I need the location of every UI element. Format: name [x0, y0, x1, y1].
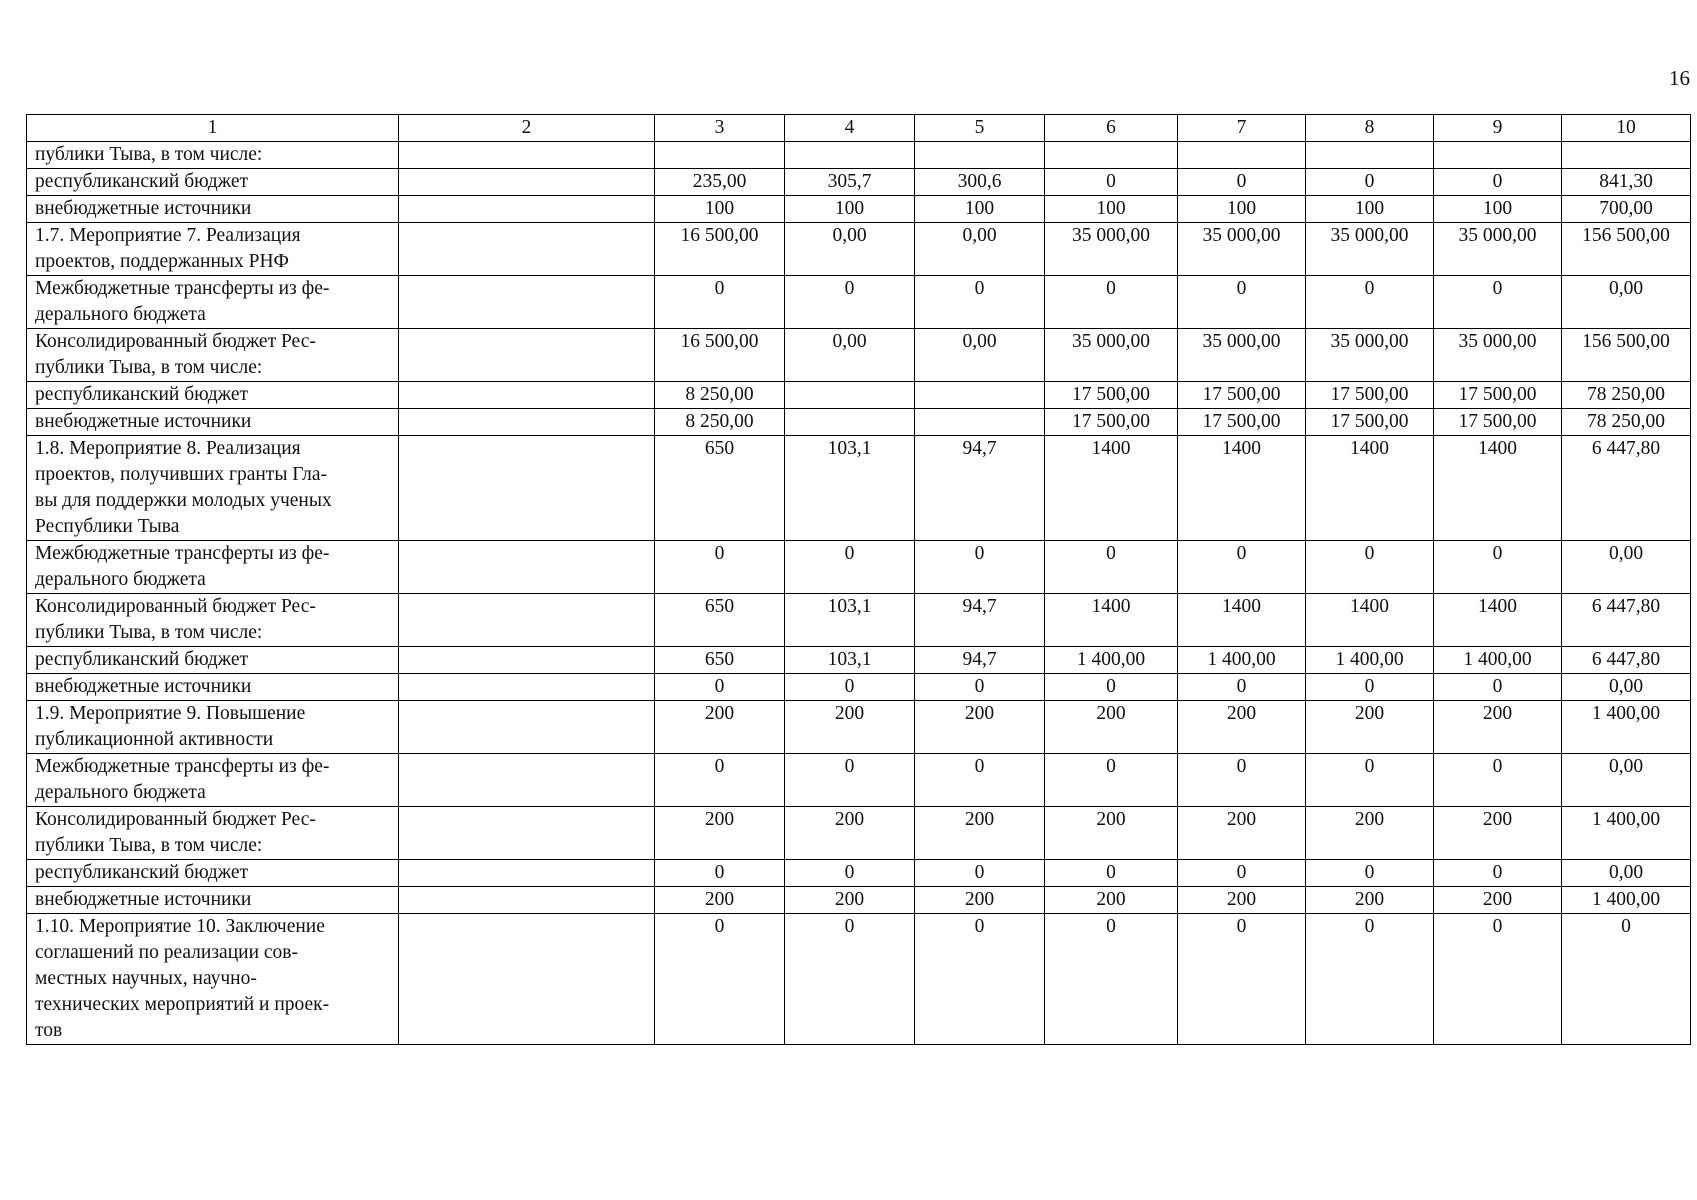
row-executor — [399, 409, 655, 436]
value-cell: 0 — [785, 860, 915, 887]
value-cell: 78 250,00 — [1562, 409, 1691, 436]
value-cell: 200 — [1434, 701, 1562, 754]
row-executor — [399, 142, 655, 169]
value-cell: 0,00 — [1562, 754, 1691, 807]
value-cell: 100 — [1045, 196, 1178, 223]
value-cell: 0 — [1306, 754, 1434, 807]
row-executor — [399, 276, 655, 329]
value-cell: 0 — [785, 276, 915, 329]
value-cell: 100 — [655, 196, 785, 223]
value-cell: 16 500,00 — [655, 329, 785, 382]
value-cell: 0 — [1434, 541, 1562, 594]
value-cell: 0 — [655, 541, 785, 594]
value-cell — [1562, 142, 1691, 169]
row-description: 1.8. Мероприятие 8. Реализация проектов, получивших гранты Гла- вы для поддержки молодых ученых Республики Тыва — [27, 436, 399, 541]
value-cell: 156 500,00 — [1562, 223, 1691, 276]
value-cell: 0 — [1306, 674, 1434, 701]
value-cell: 1 400,00 — [1306, 647, 1434, 674]
value-cell: 17 500,00 — [1178, 382, 1306, 409]
value-cell: 235,00 — [655, 169, 785, 196]
row-executor — [399, 647, 655, 674]
value-cell: 0 — [1306, 276, 1434, 329]
value-cell: 0 — [655, 754, 785, 807]
value-cell: 0 — [1306, 914, 1434, 1045]
value-cell: 0 — [1045, 541, 1178, 594]
header-cell: 9 — [1434, 115, 1562, 142]
table-row — [27, 594, 1691, 647]
table-row — [27, 329, 1691, 382]
value-cell: 700,00 — [1562, 196, 1691, 223]
row-description: Межбюджетные трансферты из фе- дерального бюджета — [27, 754, 399, 807]
row-executor — [399, 754, 655, 807]
value-cell: 0,00 — [915, 223, 1045, 276]
value-cell: 650 — [655, 594, 785, 647]
value-cell: 841,30 — [1562, 169, 1691, 196]
value-cell: 0 — [1178, 541, 1306, 594]
table-row — [27, 860, 1691, 887]
header-cell: 7 — [1178, 115, 1306, 142]
value-cell — [655, 142, 785, 169]
value-cell: 103,1 — [785, 647, 915, 674]
value-cell: 200 — [1045, 807, 1178, 860]
value-cell: 100 — [1306, 196, 1434, 223]
value-cell: 35 000,00 — [1178, 329, 1306, 382]
value-cell: 0 — [1045, 276, 1178, 329]
value-cell: 0 — [1178, 169, 1306, 196]
row-executor — [399, 701, 655, 754]
value-cell: 650 — [655, 436, 785, 541]
value-cell: 100 — [915, 196, 1045, 223]
value-cell: 0 — [655, 860, 785, 887]
value-cell: 0 — [915, 860, 1045, 887]
value-cell: 200 — [655, 887, 785, 914]
row-description: Консолидированный бюджет Рес- публики Тыва, в том числе: — [27, 807, 399, 860]
table-row — [27, 914, 1691, 1045]
value-cell: 16 500,00 — [655, 223, 785, 276]
value-cell: 17 500,00 — [1434, 382, 1562, 409]
value-cell: 200 — [785, 701, 915, 754]
row-executor — [399, 169, 655, 196]
value-cell: 0 — [915, 754, 1045, 807]
value-cell: 0,00 — [1562, 674, 1691, 701]
row-executor — [399, 807, 655, 860]
value-cell: 200 — [915, 701, 1045, 754]
value-cell: 0 — [655, 914, 785, 1045]
value-cell: 650 — [655, 647, 785, 674]
value-cell: 35 000,00 — [1306, 223, 1434, 276]
value-cell: 200 — [1306, 807, 1434, 860]
row-description: 1.10. Мероприятие 10. Заключение соглашений по реализации сов- местных научных, научно- технических мероприятий и проек- тов — [27, 914, 399, 1045]
value-cell: 1400 — [1434, 594, 1562, 647]
value-cell — [1045, 142, 1178, 169]
value-cell: 200 — [1306, 887, 1434, 914]
value-cell: 8 250,00 — [655, 382, 785, 409]
value-cell — [785, 142, 915, 169]
table-row — [27, 887, 1691, 914]
header-cell: 8 — [1306, 115, 1434, 142]
value-cell: 156 500,00 — [1562, 329, 1691, 382]
value-cell: 1400 — [1045, 594, 1178, 647]
table-row — [27, 169, 1691, 196]
value-cell: 1 400,00 — [1178, 647, 1306, 674]
page-number: 16 — [1669, 66, 1690, 90]
value-cell: 100 — [1434, 196, 1562, 223]
value-cell: 0 — [655, 276, 785, 329]
value-cell: 0 — [1306, 860, 1434, 887]
value-cell: 0 — [1045, 674, 1178, 701]
value-cell — [915, 409, 1045, 436]
value-cell: 0 — [1178, 754, 1306, 807]
value-cell: 103,1 — [785, 436, 915, 541]
row-description: республиканский бюджет — [27, 169, 399, 196]
value-cell: 1400 — [1306, 594, 1434, 647]
value-cell: 100 — [1178, 196, 1306, 223]
value-cell: 0 — [1306, 541, 1434, 594]
value-cell: 0 — [1562, 914, 1691, 1045]
value-cell: 6 447,80 — [1562, 647, 1691, 674]
value-cell: 0,00 — [785, 329, 915, 382]
value-cell: 0 — [1306, 169, 1434, 196]
value-cell: 103,1 — [785, 594, 915, 647]
value-cell: 200 — [915, 887, 1045, 914]
header-row — [27, 115, 1691, 142]
value-cell: 0 — [1045, 169, 1178, 196]
row-executor — [399, 594, 655, 647]
value-cell: 35 000,00 — [1434, 329, 1562, 382]
value-cell: 0 — [1178, 914, 1306, 1045]
row-executor — [399, 223, 655, 276]
value-cell: 0 — [1434, 276, 1562, 329]
row-description: публики Тыва, в том числе: — [27, 142, 399, 169]
value-cell: 17 500,00 — [1178, 409, 1306, 436]
value-cell: 0 — [1434, 914, 1562, 1045]
value-cell: 100 — [785, 196, 915, 223]
value-cell: 200 — [1178, 807, 1306, 860]
value-cell — [915, 382, 1045, 409]
value-cell: 0 — [785, 754, 915, 807]
value-cell: 35 000,00 — [1306, 329, 1434, 382]
value-cell: 94,7 — [915, 436, 1045, 541]
value-cell: 200 — [1434, 887, 1562, 914]
table-row — [27, 754, 1691, 807]
value-cell: 1 400,00 — [1434, 647, 1562, 674]
header-cell: 3 — [655, 115, 785, 142]
header-cell: 4 — [785, 115, 915, 142]
table-row — [27, 142, 1691, 169]
row-description: внебюджетные источники — [27, 674, 399, 701]
value-cell: 200 — [655, 807, 785, 860]
value-cell: 35 000,00 — [1045, 329, 1178, 382]
table-row — [27, 276, 1691, 329]
table-row — [27, 541, 1691, 594]
row-description: внебюджетные источники — [27, 887, 399, 914]
value-cell: 17 500,00 — [1306, 382, 1434, 409]
value-cell: 200 — [1178, 701, 1306, 754]
row-executor — [399, 887, 655, 914]
value-cell: 200 — [1178, 887, 1306, 914]
value-cell: 0 — [1434, 754, 1562, 807]
value-cell: 300,6 — [915, 169, 1045, 196]
table-row — [27, 674, 1691, 701]
value-cell: 0,00 — [785, 223, 915, 276]
value-cell: 200 — [785, 807, 915, 860]
row-description: республиканский бюджет — [27, 860, 399, 887]
value-cell: 94,7 — [915, 647, 1045, 674]
value-cell: 200 — [1045, 701, 1178, 754]
value-cell: 0 — [1045, 914, 1178, 1045]
value-cell: 35 000,00 — [1178, 223, 1306, 276]
value-cell: 0,00 — [1562, 276, 1691, 329]
value-cell: 200 — [1306, 701, 1434, 754]
value-cell: 0 — [1434, 674, 1562, 701]
row-description: республиканский бюджет — [27, 647, 399, 674]
value-cell: 200 — [1045, 887, 1178, 914]
row-description: 1.9. Мероприятие 9. Повышение публикационной активности — [27, 701, 399, 754]
value-cell: 0 — [655, 674, 785, 701]
value-cell: 0 — [1045, 860, 1178, 887]
row-executor — [399, 541, 655, 594]
table-row — [27, 382, 1691, 409]
row-executor — [399, 329, 655, 382]
row-description: внебюджетные источники — [27, 409, 399, 436]
value-cell: 6 447,80 — [1562, 594, 1691, 647]
row-executor — [399, 674, 655, 701]
value-cell: 200 — [915, 807, 1045, 860]
value-cell — [1178, 142, 1306, 169]
value-cell: 0 — [1178, 276, 1306, 329]
value-cell: 0 — [1178, 860, 1306, 887]
value-cell: 200 — [655, 701, 785, 754]
value-cell: 0 — [1178, 674, 1306, 701]
value-cell: 0 — [1434, 169, 1562, 196]
table-row — [27, 436, 1691, 541]
row-executor — [399, 860, 655, 887]
value-cell: 8 250,00 — [655, 409, 785, 436]
row-description: республиканский бюджет — [27, 382, 399, 409]
row-executor — [399, 914, 655, 1045]
row-description: Межбюджетные трансферты из фе- дерального бюджета — [27, 276, 399, 329]
value-cell — [785, 382, 915, 409]
table-row — [27, 223, 1691, 276]
value-cell: 17 500,00 — [1045, 382, 1178, 409]
table-row — [27, 409, 1691, 436]
table-row — [27, 196, 1691, 223]
value-cell: 94,7 — [915, 594, 1045, 647]
row-description: 1.7. Мероприятие 7. Реализация проектов, поддержанных РНФ — [27, 223, 399, 276]
value-cell: 0,00 — [1562, 541, 1691, 594]
value-cell: 0,00 — [915, 329, 1045, 382]
value-cell: 17 500,00 — [1434, 409, 1562, 436]
header-cell: 5 — [915, 115, 1045, 142]
value-cell: 1400 — [1434, 436, 1562, 541]
value-cell: 0 — [1045, 754, 1178, 807]
row-executor — [399, 436, 655, 541]
value-cell: 0 — [915, 541, 1045, 594]
row-description: Консолидированный бюджет Рес- публики Тыва, в том числе: — [27, 329, 399, 382]
value-cell: 1 400,00 — [1562, 701, 1691, 754]
value-cell: 0 — [915, 276, 1045, 329]
row-description: Консолидированный бюджет Рес- публики Тыва, в том числе: — [27, 594, 399, 647]
header-cell: 10 — [1562, 115, 1691, 142]
value-cell: 1400 — [1178, 436, 1306, 541]
value-cell: 0 — [915, 674, 1045, 701]
value-cell: 17 500,00 — [1045, 409, 1178, 436]
value-cell — [785, 409, 915, 436]
row-executor — [399, 196, 655, 223]
header-cell: 1 — [27, 115, 399, 142]
row-description: внебюджетные источники — [27, 196, 399, 223]
value-cell: 1400 — [1178, 594, 1306, 647]
value-cell: 0 — [785, 541, 915, 594]
value-cell: 17 500,00 — [1306, 409, 1434, 436]
value-cell — [1306, 142, 1434, 169]
row-executor — [399, 382, 655, 409]
table-row — [27, 807, 1691, 860]
value-cell: 0 — [785, 914, 915, 1045]
value-cell: 0,00 — [1562, 860, 1691, 887]
value-cell: 1400 — [1306, 436, 1434, 541]
value-cell — [915, 142, 1045, 169]
row-description: Межбюджетные трансферты из фе- дерального бюджета — [27, 541, 399, 594]
table-row — [27, 647, 1691, 674]
value-cell: 1 400,00 — [1045, 647, 1178, 674]
header-cell: 6 — [1045, 115, 1178, 142]
header-cell: 2 — [399, 115, 655, 142]
table-row — [27, 701, 1691, 754]
value-cell: 0 — [1434, 860, 1562, 887]
value-cell: 0 — [915, 914, 1045, 1045]
value-cell: 1 400,00 — [1562, 887, 1691, 914]
value-cell: 1 400,00 — [1562, 807, 1691, 860]
value-cell: 200 — [785, 887, 915, 914]
value-cell: 35 000,00 — [1045, 223, 1178, 276]
value-cell: 1400 — [1045, 436, 1178, 541]
value-cell: 35 000,00 — [1434, 223, 1562, 276]
value-cell: 6 447,80 — [1562, 436, 1691, 541]
value-cell: 305,7 — [785, 169, 915, 196]
value-cell: 200 — [1434, 807, 1562, 860]
value-cell: 0 — [785, 674, 915, 701]
value-cell: 78 250,00 — [1562, 382, 1691, 409]
value-cell — [1434, 142, 1562, 169]
budget-table — [26, 114, 1691, 1045]
